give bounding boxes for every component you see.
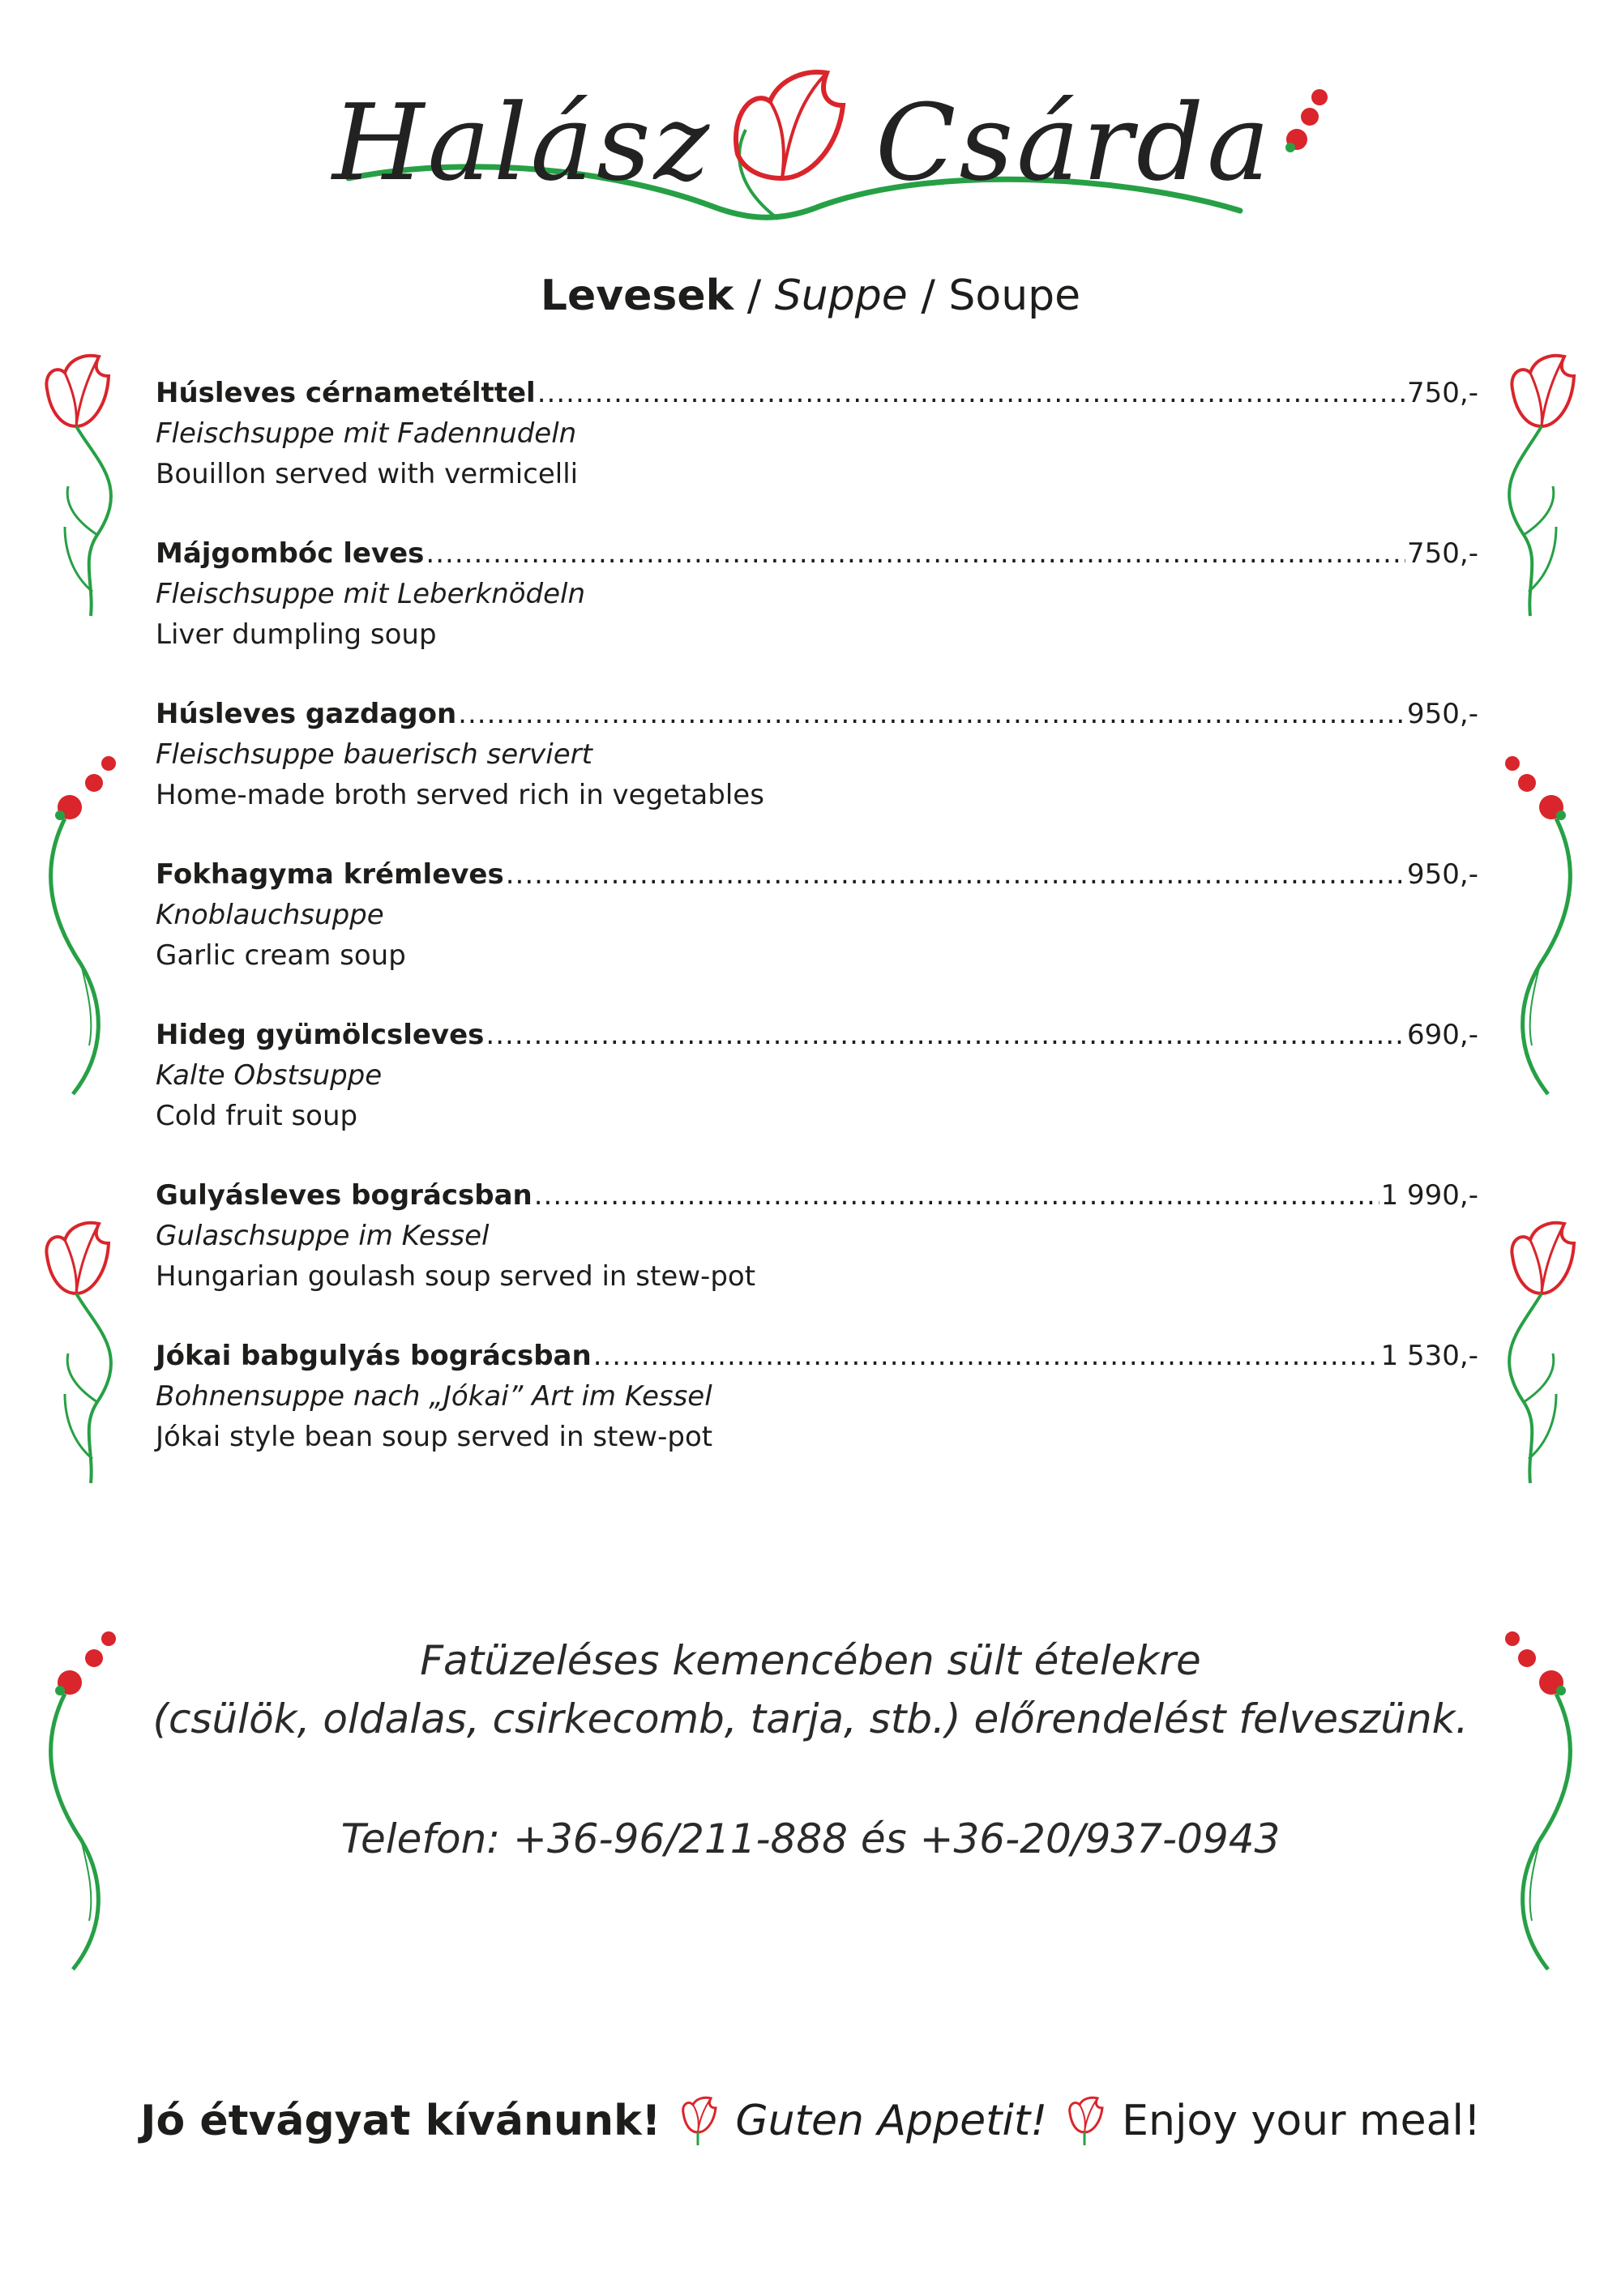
item-name-de: Fleischsuppe bauerisch serviert (156, 738, 592, 771)
tulip-stem-icon (1483, 348, 1589, 624)
item-price: 690,- (1407, 1019, 1478, 1051)
tulip-stem-icon (32, 1216, 138, 1491)
section-title-hu: Levesek (540, 272, 734, 320)
tulip-icon (1062, 2095, 1107, 2147)
item-price: 1 530,- (1380, 1340, 1478, 1372)
brand-word-1: Halász (332, 81, 713, 204)
menu-item (156, 698, 1478, 858)
dot-leader (485, 1019, 1405, 1051)
berry-stem-icon (41, 754, 130, 1102)
item-name-de: Fleischsuppe mit Fadennudeln (156, 417, 577, 450)
menu-item (156, 858, 1478, 1019)
section-sep: / (921, 272, 935, 320)
berry-stem-icon (1491, 754, 1580, 1102)
item-name: Májgombóc leves (156, 537, 425, 570)
brand-logo (324, 57, 1362, 235)
section-title (0, 272, 1621, 320)
berry-stem-icon (41, 1629, 130, 1977)
dot-leader (537, 377, 1405, 409)
footer-en: Enjoy your meal! (1122, 2097, 1481, 2145)
dot-leader (534, 1179, 1379, 1212)
section-title-fr: Soupe (948, 272, 1081, 320)
footer-de: Guten Appetit! (735, 2097, 1048, 2145)
item-name-de: Bohnensuppe nach „Jókai” Art im Kessel (156, 1380, 712, 1413)
dot-leader (458, 698, 1405, 730)
menu-item (156, 377, 1478, 537)
preorder-notice-line2: (csülök, oldalas, csirkecomb, tarja, stb.) előrendelést felveszünk. (152, 1695, 1469, 1742)
dot-leader (426, 537, 1405, 570)
logo-dots-icon (1281, 81, 1345, 178)
item-name-de: Gulaschsuppe im Kessel (156, 1220, 490, 1252)
dot-leader (506, 858, 1405, 891)
phone-number: Telefon: +36-96/211-888 és +36-20/937-0943 (340, 1815, 1281, 1862)
item-price: 750,- (1407, 377, 1478, 409)
item-name: Fokhagyma krémleves (156, 858, 504, 891)
menu-list (156, 377, 1478, 1500)
tulip-stem-icon (1483, 1216, 1589, 1491)
item-price: 950,- (1407, 858, 1478, 891)
item-price: 950,- (1407, 698, 1478, 730)
tulip-icon (675, 2095, 721, 2147)
item-price: 1 990,- (1380, 1179, 1478, 1212)
item-name-de: Kalte Obstsuppe (156, 1059, 383, 1092)
berry-stem-icon (1491, 1629, 1580, 1977)
item-name-de: Fleischsuppe mit Leberknödeln (156, 578, 586, 610)
item-name-en: Jókai style bean soup served in stew-pot (156, 1421, 713, 1453)
footer-hu: Jó étvágyat kívánunk! (140, 2097, 661, 2145)
item-name-en: Cold fruit soup (156, 1100, 358, 1132)
item-name: Húsleves gazdagon (156, 698, 457, 730)
item-name-en: Bouillon served with vermicelli (156, 458, 579, 490)
menu-item (156, 537, 1478, 698)
item-price: 750,- (1407, 537, 1478, 570)
item-name: Jókai babgulyás bográcsban (156, 1340, 592, 1372)
dot-leader (593, 1340, 1379, 1372)
item-name: Húsleves cérnametélttel (156, 377, 536, 409)
logo-tulip-icon (705, 57, 867, 219)
item-name-de: Knoblauchsuppe (156, 899, 384, 931)
item-name-en: Garlic cream soup (156, 939, 406, 972)
section-title-de: Suppe (774, 272, 908, 320)
brand-word-2: Csárda (875, 81, 1273, 204)
preorder-notice-line1: Fatüzeléses kemencében sült ételekre (420, 1637, 1201, 1684)
section-sep: / (746, 272, 762, 320)
menu-item (156, 1019, 1478, 1179)
footer (0, 2095, 1621, 2147)
item-name: Hideg gyümölcsleves (156, 1019, 485, 1051)
item-name: Gulyásleves bográcsban (156, 1179, 532, 1212)
menu-item (156, 1340, 1478, 1500)
item-name-en: Hungarian goulash soup served in stew-pot (156, 1260, 756, 1293)
tulip-stem-icon (32, 348, 138, 624)
menu-item (156, 1179, 1478, 1340)
item-name-en: Home-made broth served rich in vegetables (156, 779, 764, 811)
item-name-en: Liver dumpling soup (156, 618, 437, 651)
